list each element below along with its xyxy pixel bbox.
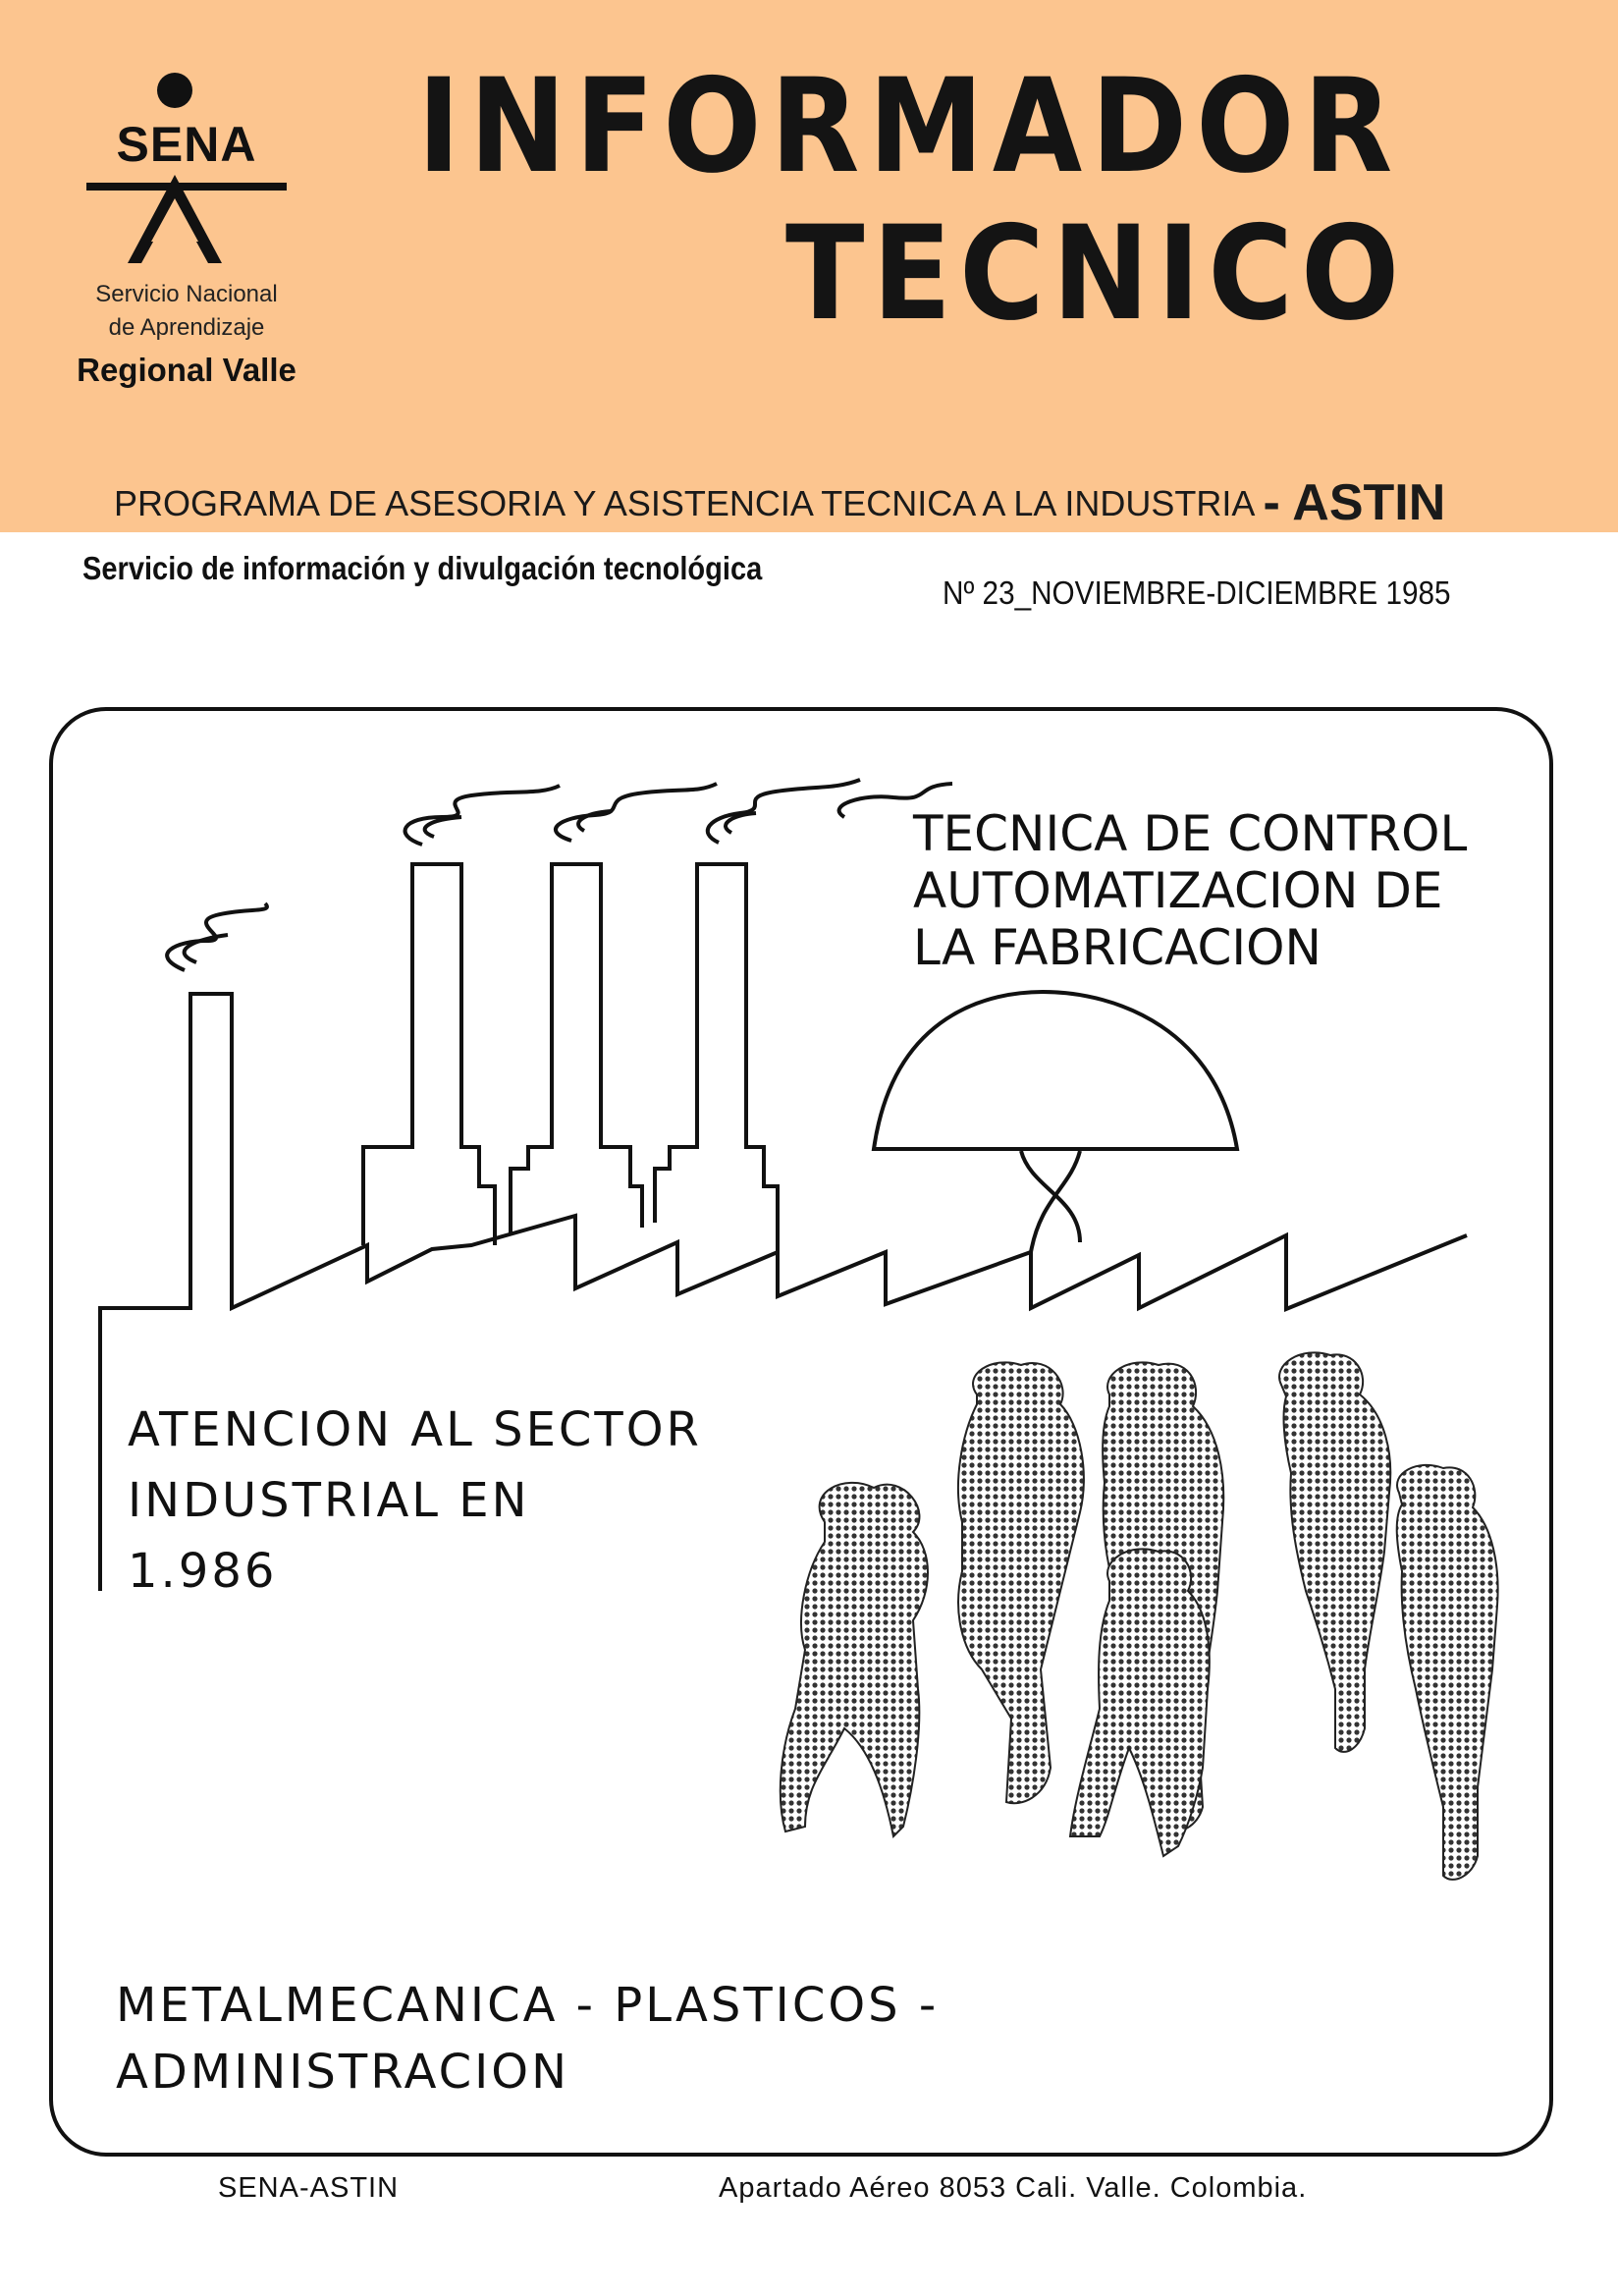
headline-line3: LA FABRICACION — [913, 919, 1321, 976]
attention-line3: 1.986 — [128, 1544, 278, 1599]
program-acronym: - ASTIN — [1263, 474, 1446, 531]
sena-logo — [69, 67, 304, 401]
attention-line2: INDUSTRIAL EN — [128, 1473, 530, 1528]
headline-line1: TECNICA DE CONTROL — [913, 805, 1468, 862]
logo-region: Regional Valle — [77, 352, 297, 388]
logo-wordmark: SENA — [116, 117, 257, 172]
sectors-line1: METALMECANICA - PLASTICOS - — [116, 1978, 940, 2033]
cover-header-band — [0, 0, 1618, 532]
program-line — [114, 469, 1446, 531]
sectors-line2: ADMINISTRACION — [116, 2045, 569, 2100]
title-line2: TECNICO — [785, 196, 1408, 350]
footer-publisher: SENA-ASTIN — [218, 2172, 400, 2204]
footer-address: Apartado Aéreo 8053 Cali. Valle. Colombia. — [719, 2172, 1308, 2204]
headline-line2: AUTOMATIZACION DE — [913, 862, 1443, 919]
service-line: Servicio de información y divulgación tecnológica — [82, 550, 763, 586]
logo-subtitle-line2: de Aprendizaje — [108, 314, 265, 341]
attention-line1: ATENCION AL SECTOR — [128, 1402, 702, 1457]
workers-silhouette-illustration — [781, 1352, 1498, 1880]
issue-line: Nº 23_NOVIEMBRE-DICIEMBRE 1985 — [943, 574, 1451, 611]
logo-subtitle-line1: Servicio Nacional — [95, 281, 278, 307]
cover-headline — [913, 805, 1467, 976]
sectors-caption — [116, 1972, 939, 2105]
program-text: PROGRAMA DE ASESORIA Y ASISTENCIA TECNICA A LA INDUSTRIA — [114, 483, 1254, 523]
title-line1: INFORMADOR — [417, 49, 1402, 202]
attention-caption — [128, 1394, 702, 1607]
